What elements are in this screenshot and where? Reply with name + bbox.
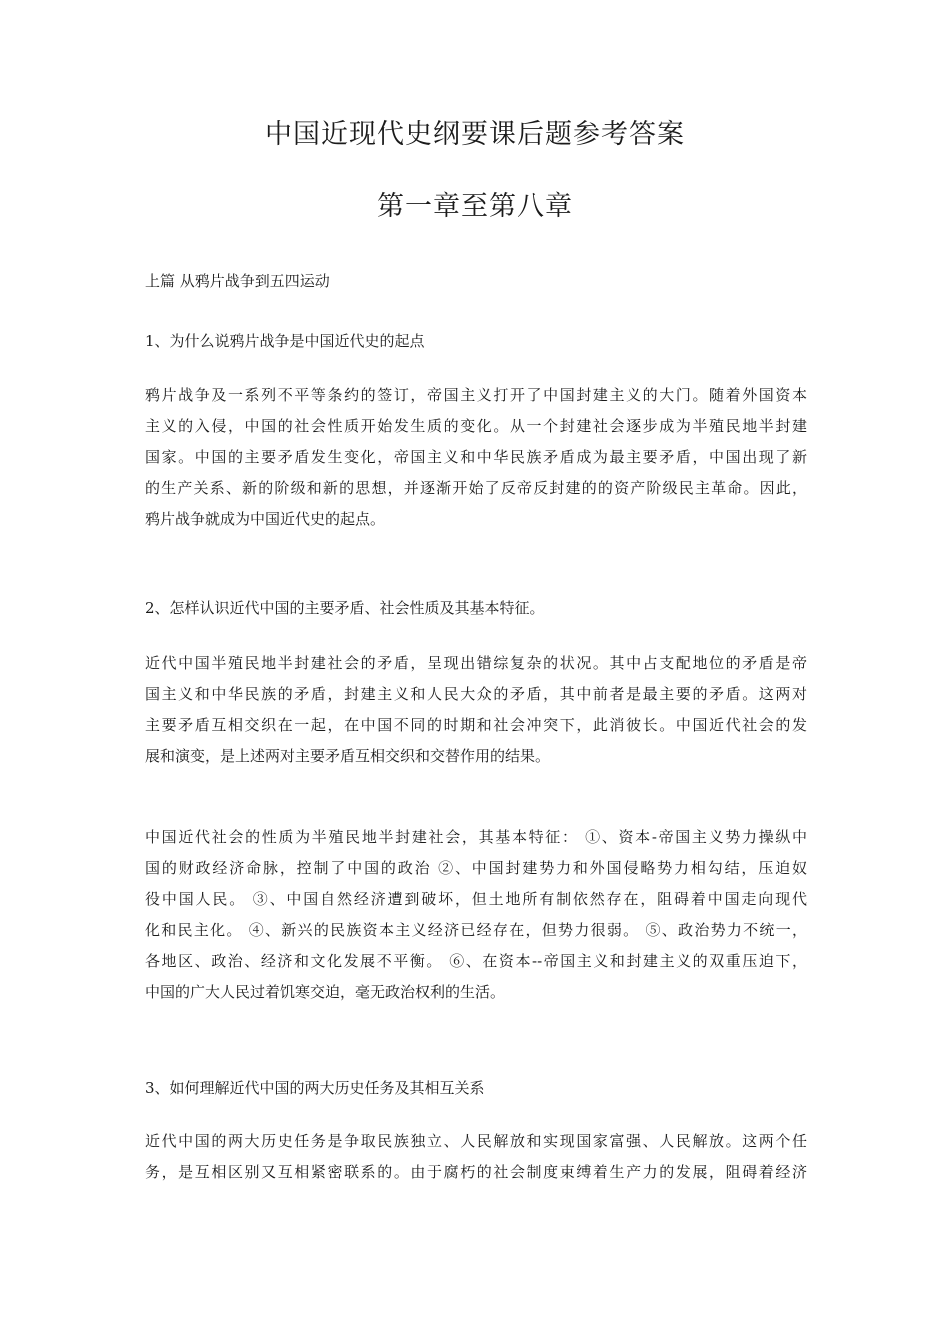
answer-line: 的生产关系、新的阶级和新的思想，并逐渐开始了反帝反封建的的资产阶级民主革命。因此， <box>145 479 807 497</box>
answer-line: 各地区、政治、经济和文化发展不平衡。 ⑥、在资本--帝国主义和封建主义的双重压迫下， <box>145 952 807 970</box>
question-2: 2、怎样认识近代中国的主要矛盾、社会性质及其基本特征。 <box>145 599 545 617</box>
answer-line: 主要矛盾互相交织在一起，在中国不同的时期和社会冲突下，此消彼长。中国近代社会的发 <box>145 716 807 734</box>
answer-2b-paragraph <box>145 822 807 1008</box>
answer-line: 国主义和中华民族的矛盾，封建主义和人民大众的矛盾，其中前者是最主要的矛盾。这两对 <box>145 685 807 703</box>
answer-line: 化和民主化。 ④、新兴的民族资本主义经济已经存在，但势力很弱。 ⑤、政治势力不统一， <box>145 921 807 939</box>
answer-line: 近代中国半殖民地半封建社会的矛盾，呈现出错综复杂的状况。其中占支配地位的矛盾是帝 <box>145 654 807 672</box>
document-subtitle: 第一章至第八章 <box>377 191 573 222</box>
answer-line: 鸦片战争及一系列不平等条约的签订，帝国主义打开了中国封建主义的大门。随着外国资本 <box>145 386 807 404</box>
answer-line: 中国近代社会的性质为半殖民地半封建社会，其基本特征： ①、资本-帝国主义势力操纵中 <box>145 828 807 846</box>
answer-line: 国家。中国的主要矛盾发生变化，帝国主义和中华民族矛盾成为最主要矛盾，中国出现了新 <box>145 448 807 466</box>
part-heading: 上篇 从鸦片战争到五四运动 <box>145 272 330 290</box>
answer-line: 主义的入侵，中国的社会性质开始发生质的变化。从一个封建社会逐步成为半殖民地半封建 <box>145 417 807 435</box>
answer-line: 国的财政经济命脉，控制了中国的政治 ②、中国封建势力和外国侵略势力相勾结，压迫奴 <box>145 859 807 877</box>
answer-line: 近代中国的两大历史任务是争取民族独立、人民解放和实现国家富强、人民解放。这两个任 <box>145 1132 807 1150</box>
answer-2a-paragraph <box>145 648 807 772</box>
answer-1-paragraph <box>145 380 807 535</box>
question-1: 1、为什么说鸦片战争是中国近代史的起点 <box>145 332 425 350</box>
document-title: 中国近现代史纲要课后题参考答案 <box>265 119 685 150</box>
answer-3-paragraph <box>145 1126 807 1188</box>
question-3: 3、如何理解近代中国的两大历史任务及其相互关系 <box>145 1079 485 1097</box>
answer-line: 役中国人民。 ③、中国自然经济遭到破坏，但土地所有制依然存在，阻碍着中国走向现代 <box>145 890 807 908</box>
answer-line: 展和演变，是上述两对主要矛盾互相交织和交替作用的结果。 <box>145 747 551 765</box>
answer-line: 中国的广大人民过着饥寒交迫，毫无政治权利的生活。 <box>145 983 506 1001</box>
answer-line: 鸦片战争就成为中国近代史的起点。 <box>145 510 386 528</box>
answer-line: 务，是互相区别又互相紧密联系的。由于腐朽的社会制度束缚着生产力的发展，阻碍着经济 <box>145 1163 807 1181</box>
